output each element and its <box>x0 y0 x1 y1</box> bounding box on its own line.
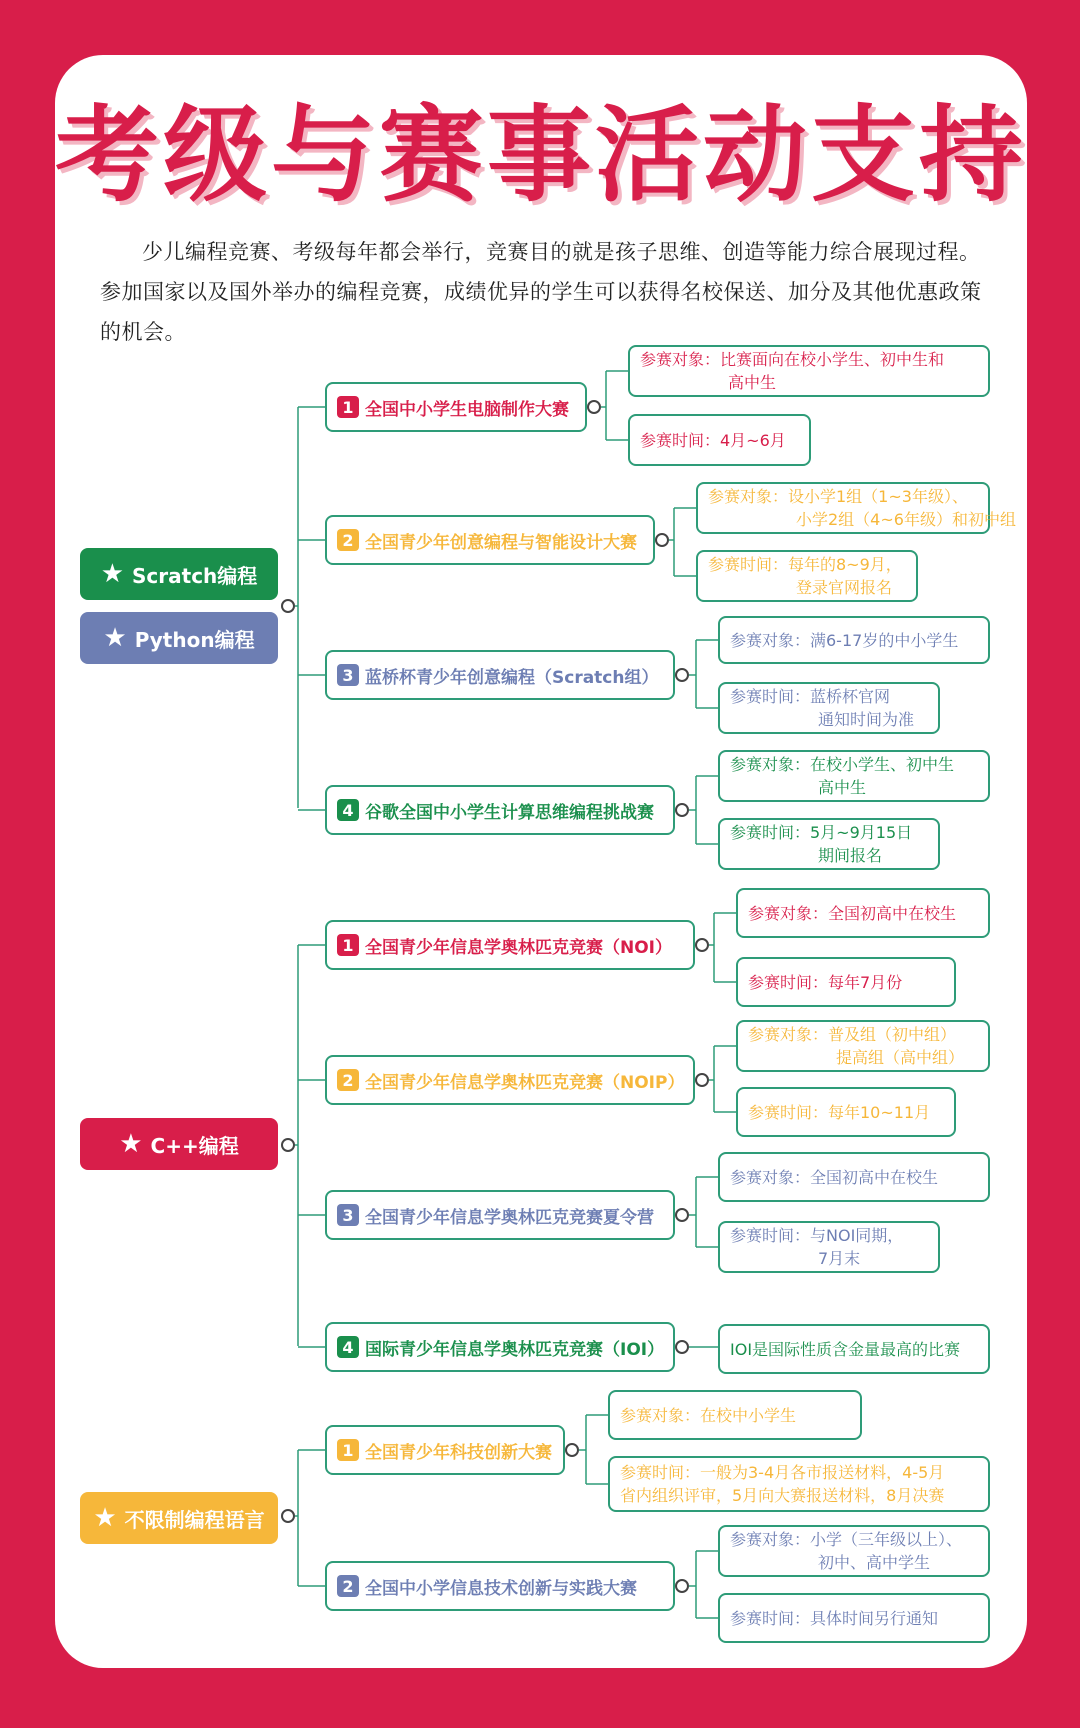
info-box <box>628 414 811 466</box>
competition-item <box>325 785 675 835</box>
info-text: 高中生 <box>818 778 867 797</box>
branch-node <box>675 803 689 817</box>
info-text: 参赛时间：5月~9月15日 <box>730 823 913 842</box>
branch-node <box>675 1208 689 1222</box>
info-box <box>736 888 990 938</box>
competition-item <box>325 1055 695 1105</box>
info-text: 参赛对象：小学（三年级以上）、 <box>730 1530 963 1549</box>
info-text: 参赛时间：每年10~11月 <box>748 1102 931 1122</box>
competition-name: 全国青少年信息学奥林匹克竞赛夏令营 <box>365 1207 654 1228</box>
star-icon: ★ <box>100 559 125 589</box>
category-label: 不限制编程语言 <box>124 1507 265 1532</box>
info-box <box>718 750 990 802</box>
info-text: 提高组（高中组） <box>836 1048 965 1067</box>
info-box <box>718 818 940 870</box>
info-text: 参赛时间：每年的8~9月， <box>708 555 902 574</box>
competition-item <box>325 1190 675 1240</box>
category-label: Scratch编程 <box>132 563 258 588</box>
info-box <box>718 1221 940 1273</box>
hub-node <box>281 1509 295 1523</box>
info-box <box>628 345 990 397</box>
competition-number: 2 <box>337 529 359 551</box>
competition-number: 2 <box>337 1575 359 1597</box>
hub-node <box>281 1138 295 1152</box>
info-box <box>608 1390 862 1440</box>
info-text: 初中、高中学生 <box>818 1553 931 1572</box>
info-text: 参赛对象：设小学1组（1~3年级）、 <box>708 487 968 506</box>
info-box <box>736 1087 956 1137</box>
info-text: 参赛时间：一般为3-4月各市报送材料，4-5月 <box>620 1463 945 1482</box>
info-text: 登录官网报名 <box>796 578 893 597</box>
competition-name: 全国青少年信息学奥林匹克竞赛（NOI） <box>365 937 673 958</box>
category-label: Python编程 <box>134 627 255 652</box>
info-text: 7月末 <box>818 1249 861 1268</box>
info-text: IOI是国际性质含金量最高的比赛 <box>730 1339 961 1359</box>
info-text: 参赛时间：每年7月份 <box>748 972 903 992</box>
info-text: 参赛对象：在校小学生、初中生 <box>730 755 955 774</box>
competition-number: 4 <box>337 1336 359 1358</box>
info-box <box>718 616 990 664</box>
branch-node <box>675 1579 689 1593</box>
info-text: 期间报名 <box>818 846 883 865</box>
branch-node <box>587 400 601 414</box>
competition-number: 3 <box>337 1204 359 1226</box>
competition-name: 全国中小学信息技术创新与实践大赛 <box>365 1578 637 1599</box>
competition-item <box>325 382 587 432</box>
category-2 <box>80 612 278 664</box>
info-text: 参赛时间：与NOI同期， <box>730 1226 904 1245</box>
category-1 <box>80 548 278 600</box>
info-text: 通知时间为准 <box>818 710 915 729</box>
branch-node <box>565 1443 579 1457</box>
competition-item <box>325 650 675 700</box>
branch-node <box>695 1073 709 1087</box>
competition-item <box>325 1561 675 1611</box>
info-text: 省内组织评审，5月向大赛报送材料，8月决赛 <box>620 1486 945 1505</box>
info-box <box>718 1593 990 1643</box>
info-text: 高中生 <box>728 373 777 392</box>
competition-item <box>325 515 655 565</box>
category-4 <box>80 1492 278 1544</box>
info-box <box>718 1152 990 1202</box>
category-3 <box>80 1118 278 1170</box>
branch-node <box>675 1340 689 1354</box>
competition-name: 全国中小学生电脑制作大赛 <box>365 399 569 420</box>
competition-number: 1 <box>337 1439 359 1461</box>
info-box <box>718 1525 990 1577</box>
competition-number: 1 <box>337 934 359 956</box>
star-icon: ★ <box>103 623 127 653</box>
info-text: 参赛对象：全国初高中在校生 <box>730 1167 939 1187</box>
intro-paragraph: 少儿编程竞赛、考级每年都会举行，竞赛目的就是孩子思维、创造等能力综合展现过程。参加国家以及国外举办的编程竞赛，成绩优异的学生可以获得名校保送、加分及其他优惠政策的机会。 <box>100 240 982 344</box>
info-box <box>718 682 940 734</box>
competition-number: 1 <box>337 396 359 418</box>
branch-node <box>655 533 669 547</box>
info-box <box>736 957 956 1007</box>
info-text: 参赛对象：比赛面向在校小学生、初中生和 <box>640 350 945 369</box>
info-text: 参赛时间：具体时间另行通知 <box>730 1608 939 1628</box>
competition-name: 全国青少年科技创新大赛 <box>365 1442 552 1463</box>
info-text: 参赛对象：普及组（初中组） <box>748 1025 957 1044</box>
competition-item <box>325 1425 565 1475</box>
hub-node <box>281 599 295 613</box>
info-text: 参赛时间：4月~6月 <box>640 430 786 450</box>
competition-number: 4 <box>337 799 359 821</box>
info-box <box>696 550 918 602</box>
star-icon: ★ <box>93 1503 117 1533</box>
competition-number: 3 <box>337 664 359 686</box>
branch-node <box>675 668 689 682</box>
info-text: 参赛对象：在校中小学生 <box>620 1405 797 1425</box>
competition-number: 2 <box>337 1069 359 1091</box>
branch-node <box>695 938 709 952</box>
competition-name: 国际青少年信息学奥林匹克竞赛（IOI） <box>365 1339 665 1360</box>
info-text: 参赛时间：蓝桥杯官网 <box>730 687 891 706</box>
star-icon: ★ <box>119 1129 143 1159</box>
competition-item <box>325 920 695 970</box>
info-text: 参赛对象：满6-17岁的中小学生 <box>730 630 959 650</box>
info-box <box>736 1020 990 1072</box>
info-box <box>696 482 1016 534</box>
page-title: 考级与赛事活动支持 <box>55 94 1028 216</box>
competition-name: 蓝桥杯青少年创意编程（Scratch组） <box>365 667 659 688</box>
info-box <box>718 1324 990 1374</box>
competition-item <box>325 1322 675 1372</box>
info-text: 参赛对象：全国初高中在校生 <box>748 903 957 923</box>
competition-name: 全国青少年创意编程与智能设计大赛 <box>365 532 637 553</box>
info-text: 小学2组（4~6年级）和初中组 <box>796 510 1016 529</box>
info-box <box>608 1456 990 1512</box>
competition-name: 全国青少年信息学奥林匹克竞赛（NOIP） <box>365 1072 685 1093</box>
category-label: C++编程 <box>150 1133 239 1158</box>
competition-name: 谷歌全国中小学生计算思维编程挑战赛 <box>365 802 654 823</box>
